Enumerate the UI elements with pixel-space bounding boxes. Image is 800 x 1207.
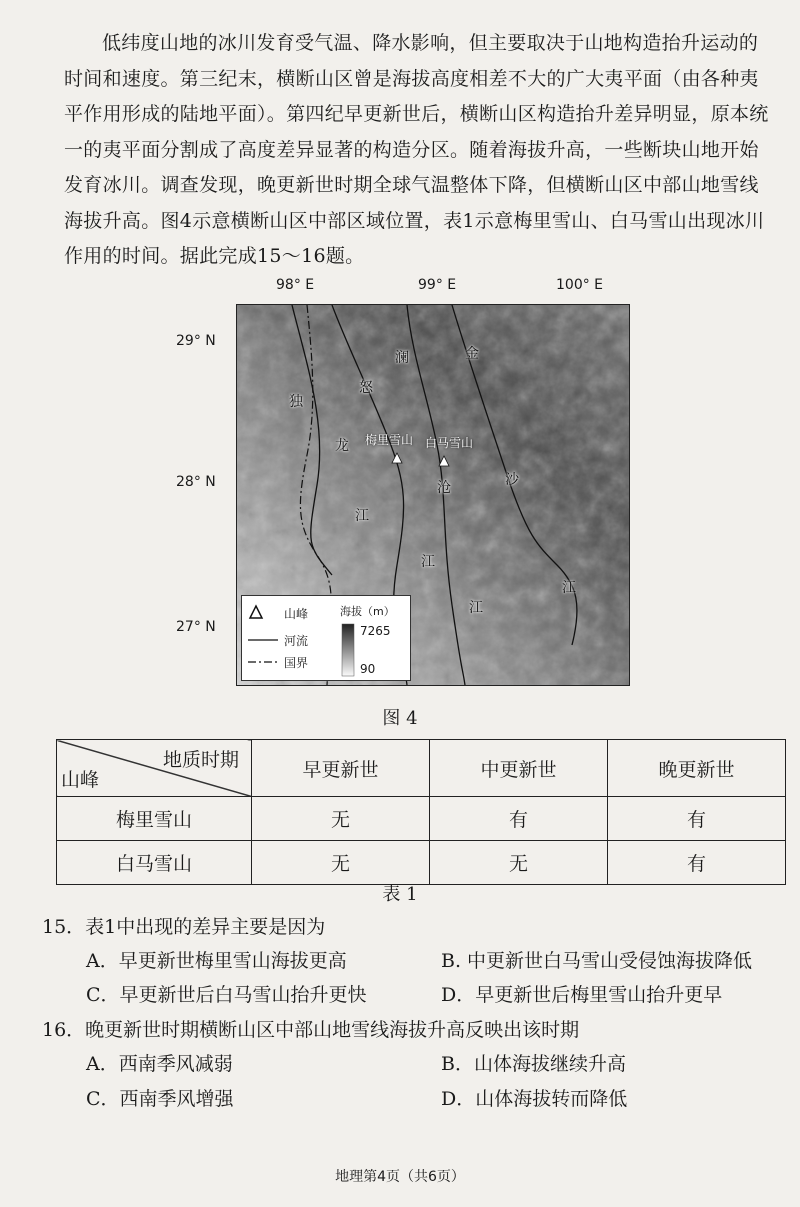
river-label-dulong-2: 龙 — [335, 438, 349, 454]
question-15-option-b: B. 中更新世白马雪山受侵蚀海拔降低 — [441, 950, 753, 972]
column-header: 中更新世 — [430, 740, 608, 797]
table-cell: 有 — [608, 797, 786, 841]
river-label-jinsha-1: 金 — [465, 346, 479, 362]
column-header: 早更新世 — [252, 740, 430, 797]
table-cell: 有 — [430, 797, 608, 841]
legend-border-label: 国界 — [284, 656, 309, 670]
question-16-option-c: C．西南季风增强 — [86, 1088, 234, 1110]
lon-tick-100: 100° E — [556, 277, 604, 293]
table-1 — [56, 739, 786, 885]
corner-period-label: 地质时期 — [162, 749, 239, 771]
question-15-option-a: A．早更新世梅里雪山海拔更高 — [86, 950, 347, 972]
table-corner-cell — [57, 740, 252, 797]
river-label-lancang-3: 江 — [469, 600, 483, 616]
peak-label-meili: 梅里雪山 — [365, 433, 414, 447]
river-label-lancang-1: 澜 — [395, 350, 409, 366]
lon-tick-99: 99° E — [418, 277, 457, 293]
legend-elev-max: 7265 — [360, 624, 391, 638]
page-footer: 地理第4页（共6页） — [335, 1169, 465, 1185]
question-16-option-b: B．山体海拔继续升高 — [441, 1053, 626, 1075]
corner-peak-label: 山峰 — [61, 769, 100, 791]
row-header: 梅里雪山 — [57, 797, 252, 841]
column-header: 晚更新世 — [608, 740, 786, 797]
lon-tick-98: 98° E — [276, 277, 315, 293]
lat-tick-27: 27° N — [176, 619, 216, 635]
river-label-lancang-2: 沧 — [437, 480, 451, 496]
lat-tick-28: 28° N — [176, 474, 216, 490]
question-15-stem: 15．表1中出现的差异主要是因为 — [42, 916, 326, 938]
intro-paragraph: 低纬度山地的冰川发育受气温、降水影响，但主要取决于山地构造抬升运动的时间和速度。第三纪末，横断山区曾是海拔高度相差不大的广大夷平面（由各种夷平作用形成的陆地平面）。第四纪早更新世后，横断山区构造抬升差异明显，原本统一的夷平面分割成了高度差异显著的构造分区。随着海拔升高，一些断块山地开始发育冰川。调查发现，晚更新世时期全球气温整体下降，但横断山区中部山地雪线海拔升高。图4示意横断山区中部区域位置，表1示意梅里雪山、白马雪山出现冰川作用的时间。据此完成15～16题。 — [64, 32, 769, 267]
table-row — [57, 841, 786, 885]
table-row — [57, 797, 786, 841]
table-caption: 表 1 — [382, 884, 418, 905]
lat-tick-29: 29° N — [176, 333, 216, 349]
river-label-dulong-3: 江 — [355, 508, 369, 524]
peak-label-baima: 白马雪山 — [425, 436, 474, 450]
terrain-map — [236, 304, 630, 686]
legend-elev-title: 海拔（m） — [340, 605, 395, 618]
row-header: 白马雪山 — [57, 841, 252, 885]
figure-caption: 图 4 — [382, 708, 418, 729]
table-header-row — [57, 740, 786, 797]
river-label-nu-1: 怒 — [359, 380, 373, 396]
question-16-option-a: A．西南季风减弱 — [86, 1053, 233, 1075]
river-label-jinsha-3: 江 — [562, 580, 576, 596]
table-cell: 无 — [252, 797, 430, 841]
legend-elev-min: 90 — [360, 662, 376, 676]
question-15-option-c: C．早更新世后白马雪山抬升更快 — [86, 984, 367, 1006]
river-label-nu-2: 江 — [421, 554, 435, 570]
map-legend — [241, 595, 411, 681]
legend-peak-label: 山峰 — [284, 607, 309, 621]
river-label-dulong-1: 独 — [289, 394, 303, 410]
question-16-option-d: D．山体海拔转而降低 — [441, 1088, 628, 1110]
table-cell: 有 — [608, 841, 786, 885]
question-15-option-d: D．早更新世后梅里雪山抬升更早 — [441, 984, 723, 1006]
legend-river-label: 河流 — [284, 634, 309, 648]
table-cell: 无 — [430, 841, 608, 885]
table-cell: 无 — [252, 841, 430, 885]
river-label-jinsha-2: 沙 — [505, 472, 519, 488]
question-16-stem: 16．晚更新世时期横断山区中部山地雪线海拔升高反映出该时期 — [42, 1019, 580, 1041]
